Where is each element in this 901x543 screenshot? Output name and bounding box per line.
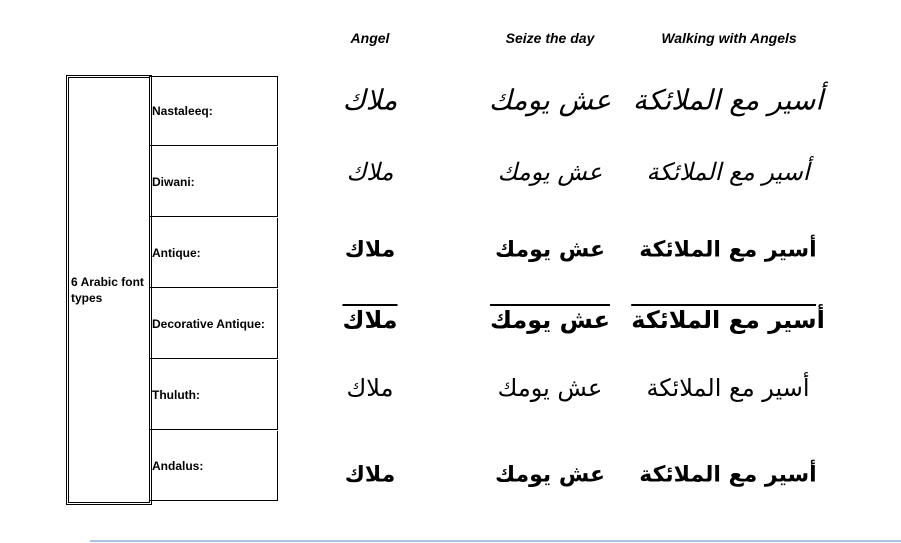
arabic-sample: ملاك — [342, 306, 398, 334]
column-header-angel: Angel — [350, 30, 390, 46]
arabic-sample: أسير مع الملائكة — [639, 462, 817, 488]
group-label: 6 Arabic font types — [71, 275, 144, 305]
arabic-sample: أسير مع الملائكة — [639, 237, 817, 263]
group-label-cell — [66, 75, 152, 505]
arabic-sample: أسير مع الملائكة — [646, 158, 810, 186]
arabic-sample: أسير مع الملائكة — [646, 374, 810, 402]
font-name-cell: Antique: — [149, 218, 278, 288]
font-name-cell: Diwani: — [149, 147, 278, 217]
arabic-sample: ملاك — [344, 237, 396, 263]
column-header-seize-the-day: Seize the day — [505, 30, 595, 46]
column-header-walking-with-angels: Walking with Angels — [661, 30, 797, 46]
font-name-cell: Nastaleeq: — [149, 76, 278, 146]
divider — [90, 540, 901, 542]
arabic-sample: ملاك — [342, 83, 398, 117]
arabic-sample: عش يومك — [497, 374, 603, 402]
arabic-sample: أسير مع الملائكة — [631, 306, 825, 334]
arabic-sample: ملاك — [346, 374, 394, 402]
arabic-sample: عش يومك — [495, 462, 605, 488]
arabic-sample: ملاك — [344, 462, 396, 488]
font-name-cell: Thuluth: — [149, 360, 278, 430]
arabic-sample: أسير مع الملائكة — [632, 83, 824, 117]
arabic-sample: عش يومك — [497, 158, 603, 186]
font-name-cell: Andalus: — [149, 431, 278, 501]
arabic-sample: عش يومك — [488, 83, 612, 117]
arabic-sample: عش يومك — [495, 237, 605, 263]
font-name-cell: Decorative Antique: — [149, 289, 278, 359]
arabic-sample: عش يومك — [490, 306, 610, 334]
arabic-sample: ملاك — [346, 158, 394, 186]
